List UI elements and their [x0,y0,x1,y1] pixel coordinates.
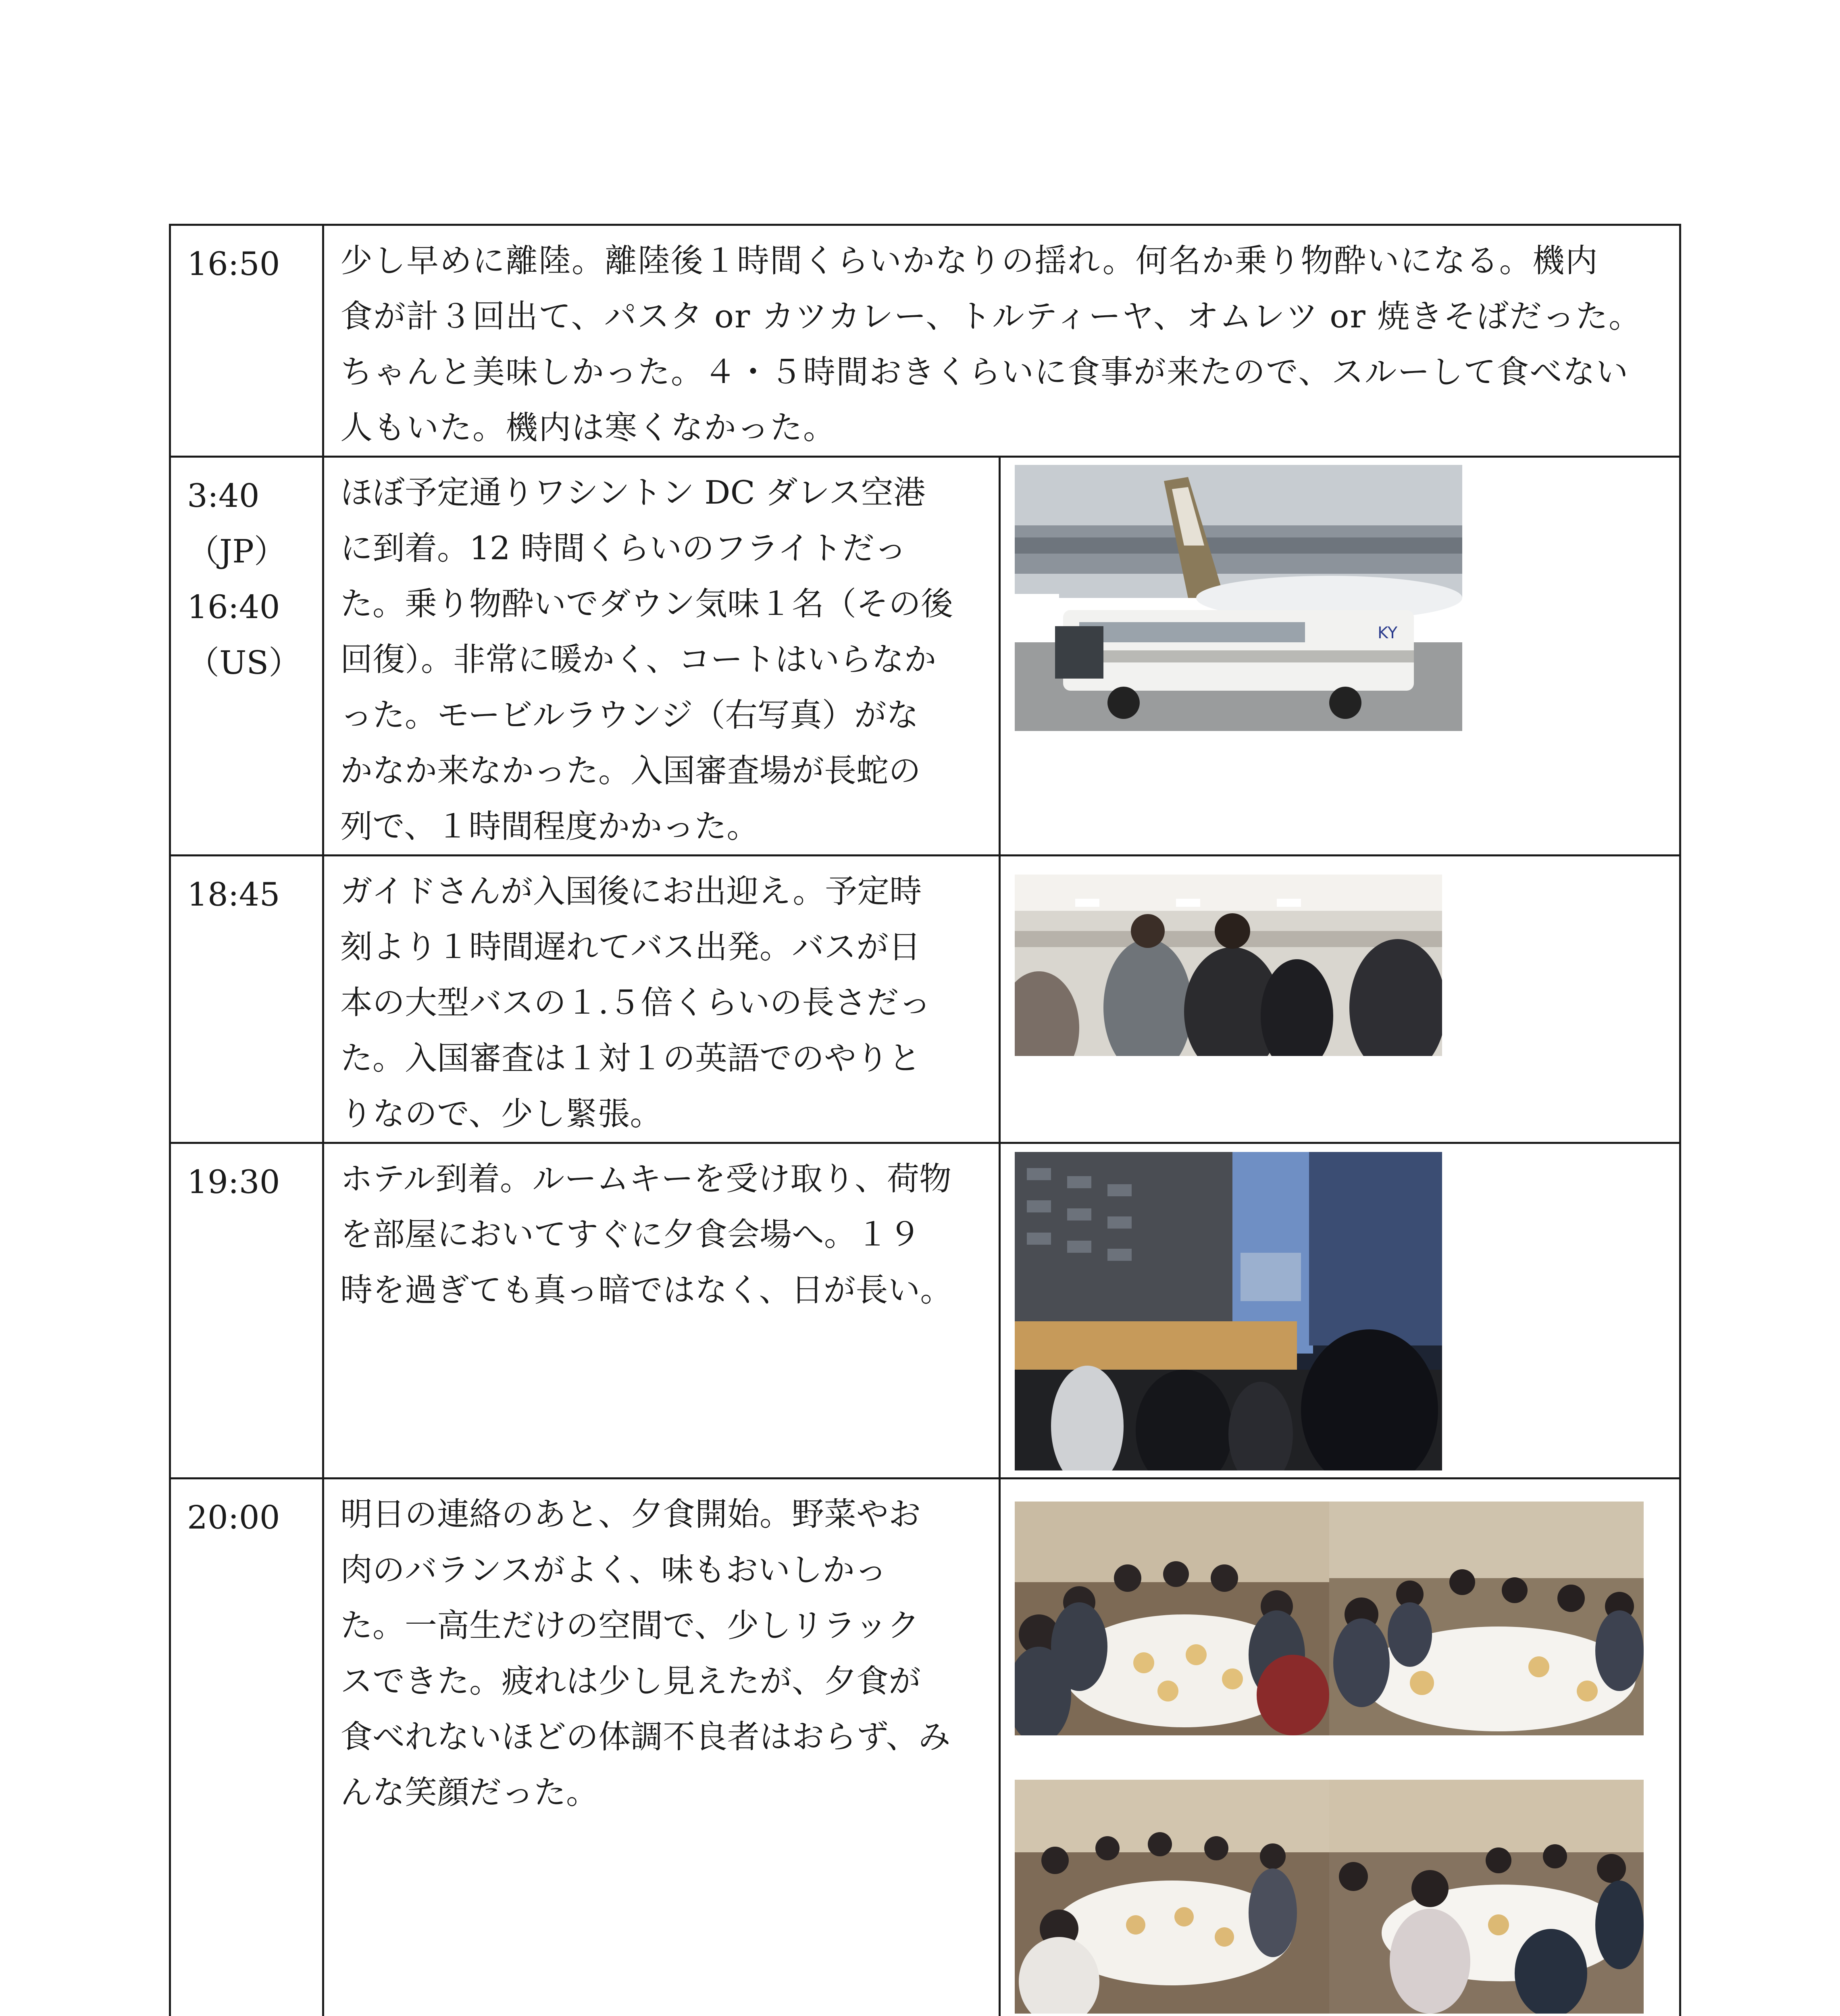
description-line: た。入国審査は１対１の英語でのやりと [340,1039,921,1077]
time-cell [170,457,323,856]
description-line: 肉のバランスがよく、味もおいしかっ [340,1551,887,1589]
time-cell [170,1143,323,1479]
description-cell [323,225,1680,457]
description-line: 人もいた。機内は寒くなかった。 [340,409,836,446]
dinner-photo [1015,1780,1329,2014]
description-line: 列で、１時間程度かかった。 [340,808,759,845]
itinerary-table [169,224,1681,2016]
time-text: 20:00 [187,1499,280,1536]
description-cell [323,1479,1000,2016]
itinerary-row [170,856,1680,1143]
time-cell [170,225,323,457]
description-line: ほぼ予定通りワシントン DC ダレス空港 [340,474,926,511]
description-line: 食が計３回出て、パスタ or カツカレー、トルティーヤ、オムレツ or 焼きそばだった。 [340,298,1642,335]
description-line: ちゃんと美味しかった。４・５時間おきくらいに食事が来たので、スルーして食べない [340,353,1629,391]
photo-cell [1000,856,1680,1143]
time-cell [170,1479,323,2016]
time-text: 19:30 [187,1163,280,1201]
description-line: た。乗り物酔いでダウン気味１名（その後 [340,585,953,623]
dinner-photo [1329,1780,1644,2014]
time-cell [170,856,323,1143]
time-zone-label: （JP） [187,533,286,570]
time-text: 16:40 [187,588,280,626]
description-line: 明日の連絡のあと、夕食開始。野菜やお [340,1495,921,1533]
dinner-photo [1015,1502,1329,1735]
photo-cell [1000,1479,1680,2016]
time-text: 3:40 [187,477,260,514]
time-text: 16:50 [187,245,280,283]
itinerary-row [170,457,1680,856]
description-line: った。モービルラウンジ（右写真）がな [340,696,919,734]
description-line: 少し早めに離陸。離陸後１時間くらいかなりの揺れ。何名か乗り物酔いになる。機内 [340,242,1599,279]
description-line: かなか来なかった。入国審査場が長蛇の [340,752,921,789]
time-zone-label: （US） [187,644,301,681]
description-line: 時を過ぎても真っ暗ではなく、日が長い。 [340,1271,953,1309]
description-line: 回復）。非常に暖かく、コートはいらなか [340,641,937,678]
description-line: スできた。疲れは少し見えたが、夕食が [340,1662,921,1700]
itinerary-row [170,225,1680,457]
photo-cell [1000,1143,1680,1479]
dinner-photo [1329,1502,1644,1735]
mobile-lounge-photo [1015,465,1462,731]
arrival-hall-photo [1015,875,1442,1056]
itinerary-row [170,1479,1680,2016]
description-line: んな笑顔だった。 [340,1774,598,1811]
description-line: 刻より１時間遅れてバス出発。バスが日 [340,928,921,966]
description-line: 本の大型バスの１.５倍くらいの長さだっ [340,984,931,1021]
lounge-logo-text: KY [1378,624,1398,642]
photo-cell [1000,457,1680,856]
description-line: を部屋においてすぐに夕食会場へ。１９ [340,1216,921,1253]
hotel-arrival-photo [1015,1152,1442,1470]
description-cell [323,457,1000,856]
description-line: に到着。12 時間くらいのフライトだっ [340,529,907,567]
description-cell [323,1143,1000,1479]
description-cell [323,856,1000,1143]
itinerary-row [170,1143,1680,1479]
description-line: ガイドさんが入国後にお出迎え。予定時 [340,873,922,910]
description-line: りなので、少し緊張。 [340,1095,662,1133]
time-text: 18:45 [187,876,280,913]
description-line: た。一高生だけの空間で、少しリラック [340,1607,920,1644]
description-line: 食べれないほどの体調不良者はおらず、み [340,1718,951,1756]
description-line: ホテル到着。ルームキーを受け取り、荷物 [340,1160,951,1198]
